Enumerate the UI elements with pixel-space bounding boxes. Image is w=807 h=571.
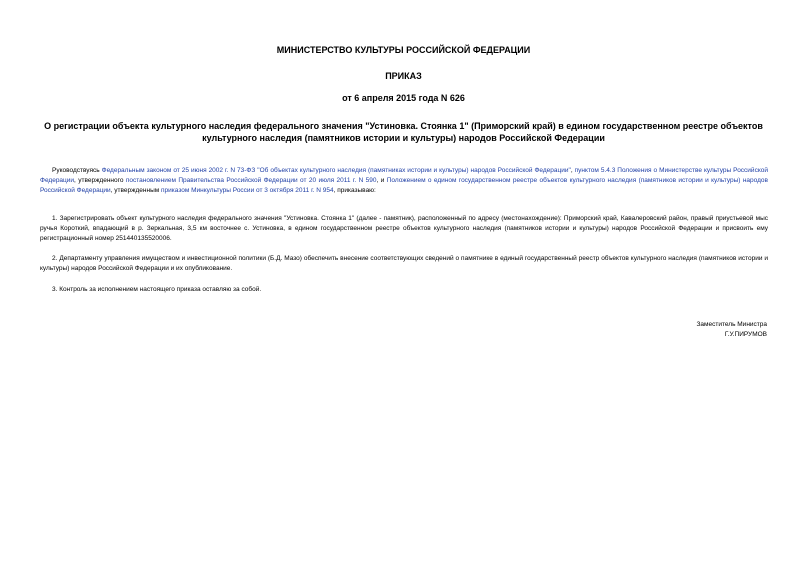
order-title: О регистрации объекта культурного наследия федерального значения "Устиновка. Стоянка 1" (Приморский край) в едином государственном реестре объектов культурного наследия (памятников истории и культуры) народов Российской Федерации — [44, 121, 763, 143]
link-order-954[interactable]: приказом Минкультуры России от 3 октября 2011 г. N 954 — [161, 186, 334, 194]
order-item-2: 2. Департаменту управления имуществом и инвестиционной политики (Б.Д. Мазо) обеспечить внесение соответствующих сведений о памятнике в единый государственный реестр объектов культурного наследия (памятников истории и культуры) народов Российской Федерации и их опубликование. — [40, 255, 768, 272]
link-federal-law-73fz[interactable]: Федеральным законом от 25 июня 2002 г. N 73-ФЗ "Об объектах культурного наследия (памятниках истории и культуры) народов Российской Федерации" — [101, 167, 571, 174]
order-item-3: 3. Контроль за исполнением настоящего приказа оставляю за собой. — [52, 286, 262, 293]
basis-text: , приказываю: — [333, 186, 376, 194]
legal-basis-paragraph — [40, 166, 768, 195]
basis-text: , — [570, 167, 575, 174]
basis-text: , и — [376, 176, 387, 184]
link-government-resolution-590[interactable]: постановлением Правительства Российской Федерации от 20 июля 2011 г. N 590 — [125, 176, 377, 184]
ministry-heading: МИНИСТЕРСТВО КУЛЬТУРЫ РОССИЙСКОЙ ФЕДЕРАЦИИ — [276, 45, 531, 55]
signatory-position: Заместитель Министра — [696, 321, 767, 328]
link-registry-regulation[interactable]: Положением о едином государственном реестре объектов культурного наследия (памятников истории и культуры) народов Российской Федерации — [40, 176, 768, 194]
signatory-name: Г.У.ПИРУМОВ — [724, 331, 767, 338]
link-ministry-regulation-point[interactable]: пунктом 5.4.3 Положения о Министерстве культуры Российской Федерации — [40, 167, 768, 184]
basis-text: , утвержденного — [74, 176, 126, 184]
order-item-1: 1. Зарегистрировать объект культурного наследия федерального значения "Устиновка. Стоянка 1" (далее - памятник), расположенный по адресу (местонахождение): Приморский край, Кавалеровский район, правый приустьевой мыс ручья Короткий, впадающий в р. Зеркальная, 3,5 км восточнее с. Устиновка, в едином государственном реестре объектов культурного наследия (памятников истории и культуры) народов Российской Федерации и присвоить ему регистрационный номер 251440135520006. — [40, 215, 768, 242]
basis-text: Руководствуясь — [52, 167, 102, 174]
order-date-number: от 6 апреля 2015 года N 626 — [342, 93, 465, 103]
basis-text: , утвержденным — [110, 186, 162, 194]
document-type-heading: ПРИКАЗ — [385, 71, 422, 81]
